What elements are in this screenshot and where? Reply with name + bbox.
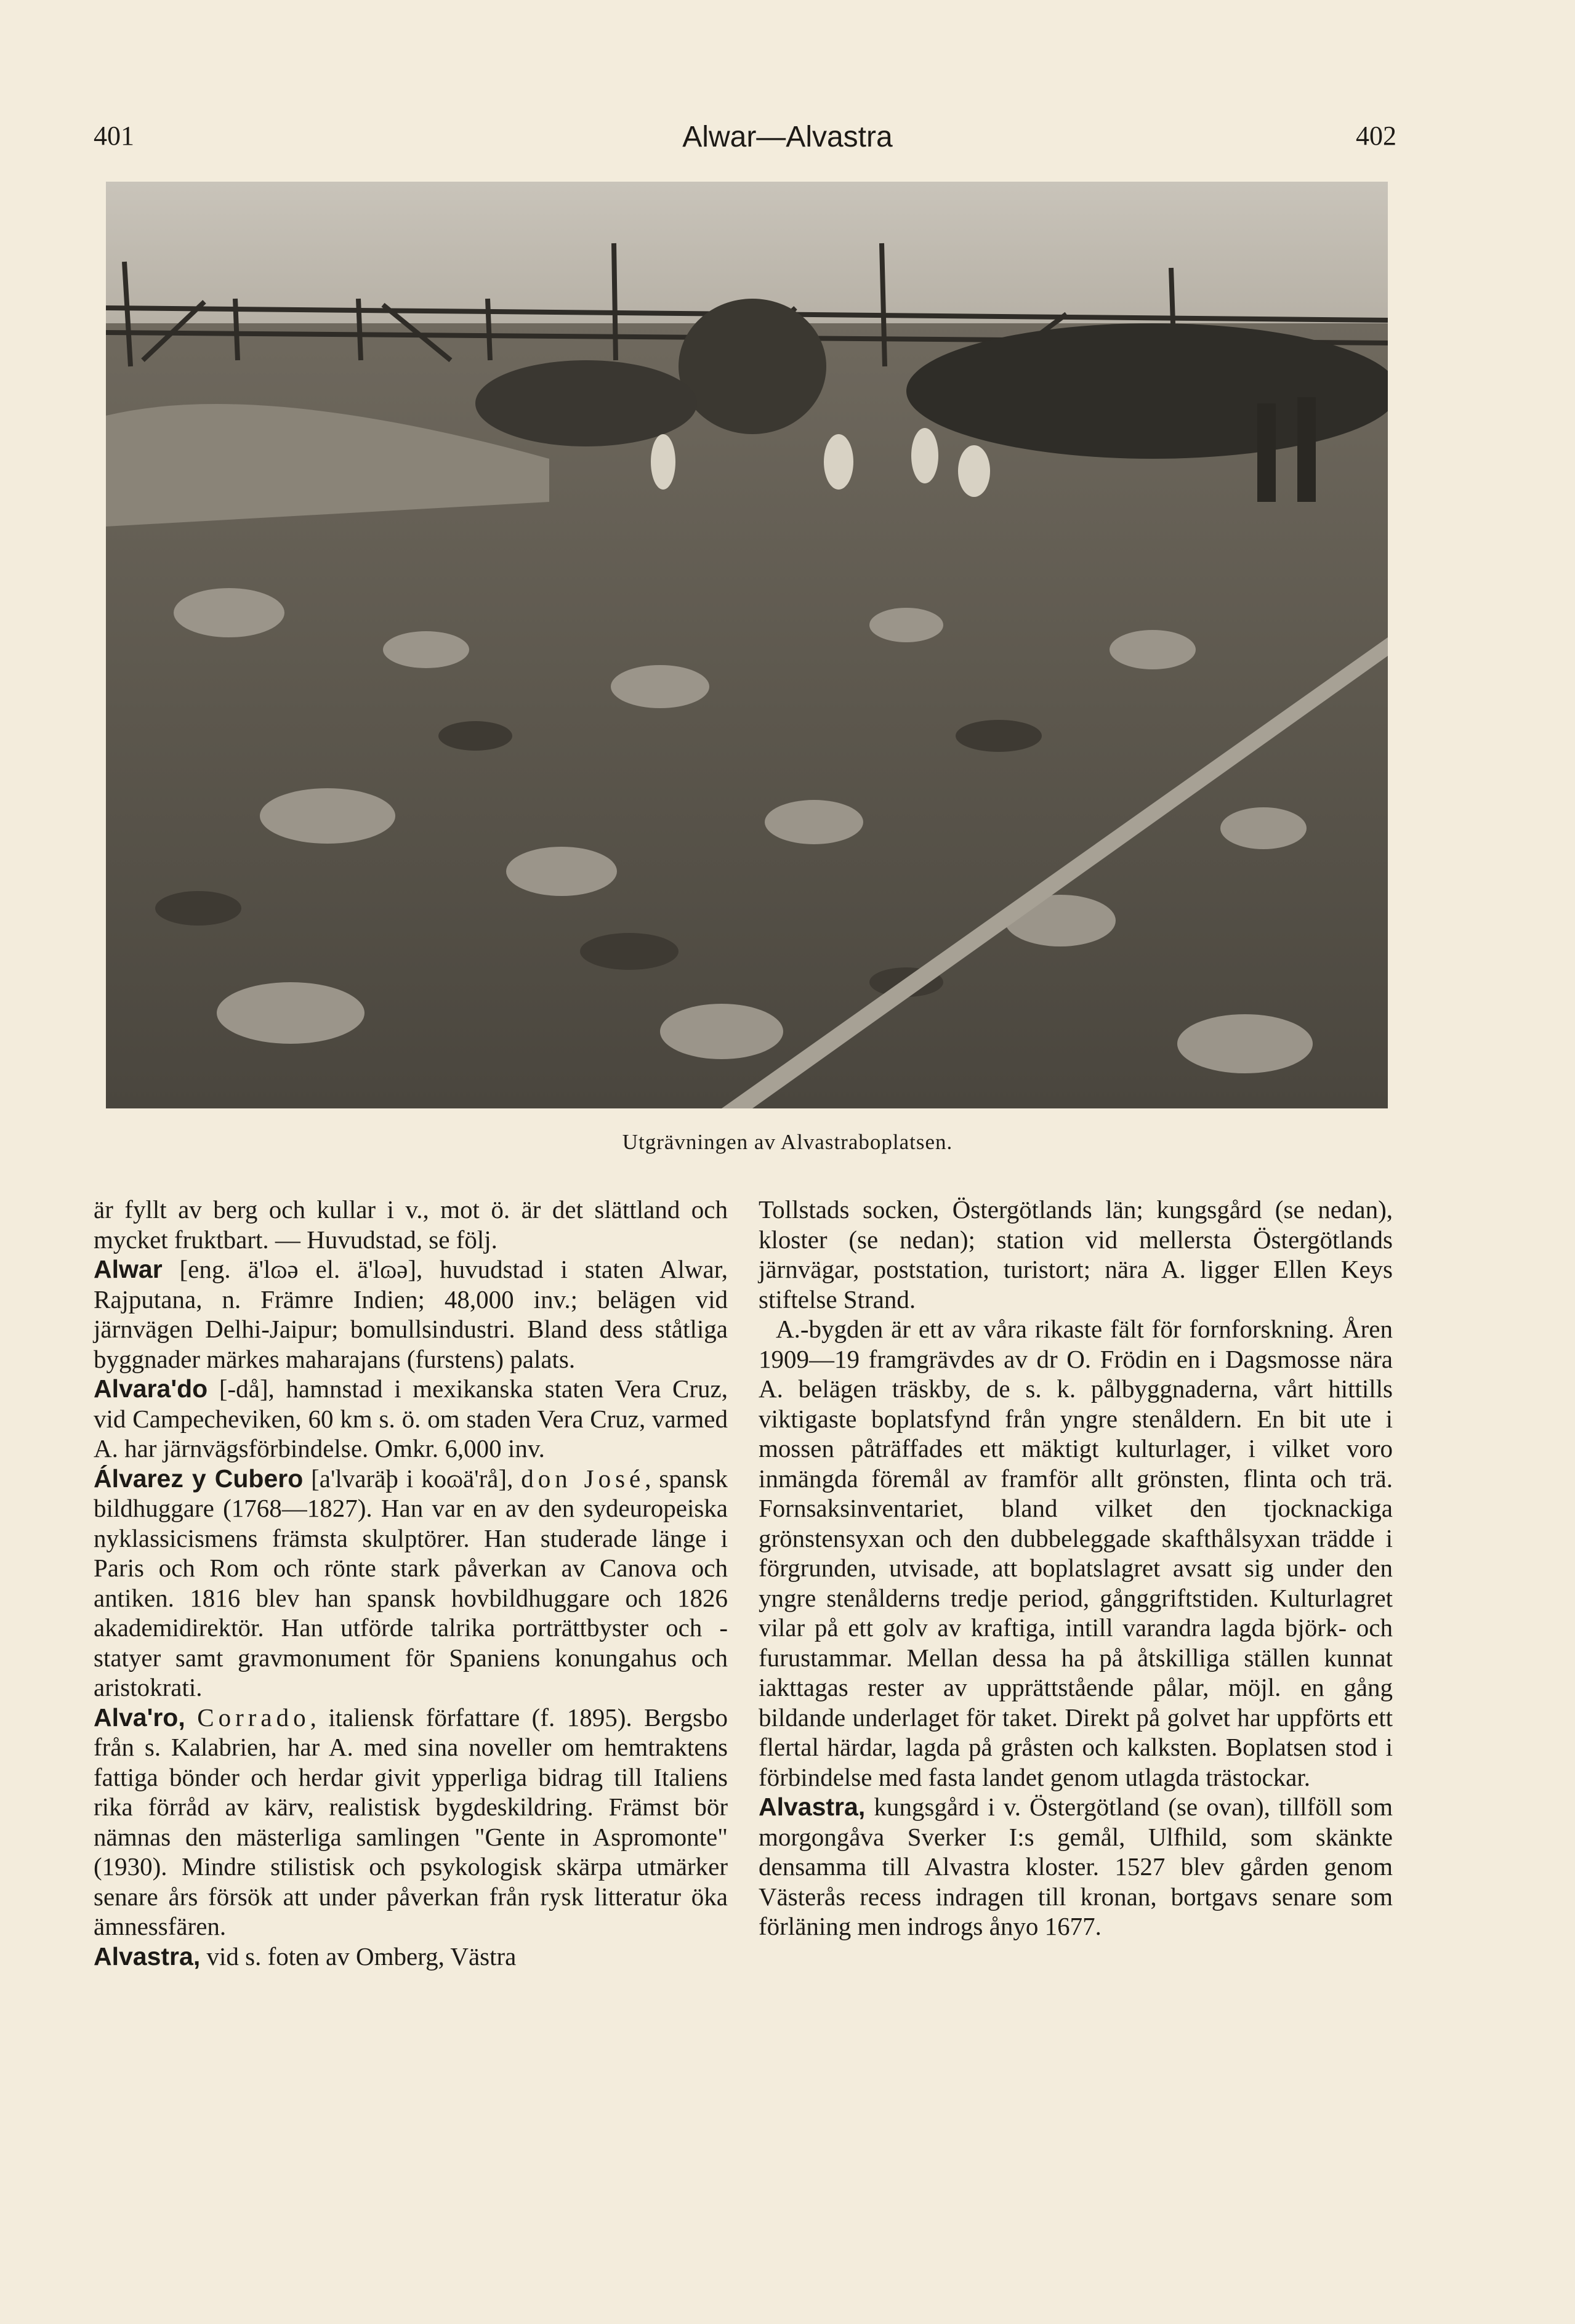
- alvastra-paragraph-2: A.-bygden är ett av våra rikaste fält för fornforskning. Åren 1909—19 framgrävdes av dr O. Frödin en i Dagsmosse nära A. belägen träskby, de s. k. pålbyggnaderna, vårt hittills viktigaste boplatsfynd från yngre stenåldern. En bit ute i mossen påträffades ett mäktigt kulturlager, i vilket voro inmängda föremål av framför allt grönsten, flinta och trä. Fornsaksinventariet, bland vilket den tjocknackiga grönstensyxan och den dubbeleggade skafthålsyxan trädde i förgrunden, utvisade, att boplatslagret avsatt sig under den yngre stenålderns tredje period, gånggriftstiden. Kulturlagret vilar på ett golv av kraftiga, intill varandra lagda björk- och furustammar. Mellan dessa ha på åtskilliga ställen kunnat iakttagas rester av upprättstående pålar, möjl. en gång bildande underlaget för taket. Direkt på golvet har uppförts ett flertal härdar, lagda på gråsten och kalksten. Boplatsen stod i förbindelse med fasta landet genom utlagda trästockar.: [759, 1315, 1393, 1791]
- photo-caption: Utgrävningen av Alvastraboplatsen.: [622, 1130, 953, 1154]
- running-title: Alwar—Alvastra: [682, 121, 893, 153]
- entry-text-alvastra-kungsgard: kungsgård i v. Östergötland (se ovan), tillföll som morgongåva Sverker I:s gemål, Ulfhild, som skänkte densamma till Alvastra kloster. 1527 blev gården genom Västerås recess indragen till kronan, bortgavs senare som förläning men indrogs ånyo 1677.: [759, 1793, 1393, 1940]
- excavation-photo-drawing: [106, 182, 1388, 1108]
- alvastra-paragraph-1: Tollstads socken, Östergötlands län; kungsgård (se nedan), kloster (se nedan); station vid mellersta Östergötlands järnvägar, poststation, turistort; nära A. ligger Ellen Keys stiftelse Strand.: [759, 1195, 1393, 1313]
- left-column: [94, 1195, 728, 1971]
- continuation-paragraph: är fyllt av berg och kullar i v., mot ö. är det slättland och mycket fruktbart. — Huvudstad, se följ.: [94, 1195, 728, 1254]
- entry-alvastra: [94, 1942, 728, 1972]
- right-column: [759, 1195, 1393, 1942]
- entry-alvastra-kungsgard: [759, 1792, 1393, 1942]
- page-number-right: 402: [1356, 121, 1396, 151]
- entry-text-alvarez: , spansk bildhuggare (1768—1827). Han var en av den sydeuropeiska nyklassicismens främsta skulptörer. Han studerade länge i Paris och Rom och rönte stark påverkan av Canova och antiken. 1816 blev han spansk hovbildhuggare och 1826 akademidirektör. Han utförde talrika porträttbyster och -statyer samt gravmonument för Spaniens konungahus och aristokrati.: [94, 1464, 728, 1701]
- entry-term-alvaro: Alva'ro,: [94, 1703, 185, 1732]
- entry-alvarez: [94, 1464, 728, 1703]
- entry-name-alvaro: Corrado: [197, 1703, 310, 1732]
- entry-name-alvarez: don José: [521, 1464, 645, 1493]
- entry-term-alwar: Alwar: [94, 1255, 163, 1283]
- entry-text-alvastra: vid s. foten av Omberg, Västra: [200, 1942, 517, 1971]
- entry-term-alvarado: Alvara'do: [94, 1374, 208, 1403]
- entry-term-alvarez: Álvarez y Cubero: [94, 1464, 304, 1493]
- entry-alvaro: [94, 1703, 728, 1942]
- excavation-photo: [106, 182, 1388, 1108]
- entry-text-alvarez-pron: [a'lvaräþ i koɷä'rå],: [303, 1464, 522, 1493]
- entry-text-alvaro: , italiensk författare (f. 1895). Bergsbo från s. Kalabrien, har A. med sina noveller om hemtraktens fattiga bönder och herdar givit ypperliga bidrag till Italiens rika förråd av kärv, realistisk bygdeskildring. Främst bör nämnas den mästerliga samlingen "Gente in Aspromonte" (1930). Mindre stilistisk och psykologisk skärpa utmärker senare års försök att under påverkan från rysk litteratur öka ämnessfären.: [94, 1703, 728, 1940]
- entry-text-alwar: [eng. ä'lɷə el. ä'lɷə], huvudstad i staten Alwar, Rajputana, n. Främre Indien; 48,000 inv.; belägen vid järnvägen Delhi-Jaipur; bomullsindustri. Bland dess ståtliga byggnader märkes maharajans (furstens) palats.: [94, 1255, 728, 1373]
- entry-text-alvarado: [-då], hamnstad i mexikanska staten Vera Cruz, vid Campecheviken, 60 km s. ö. om staden Vera Cruz, varmed A. har järnvägsförbindelse. Omkr. 6,000 inv.: [94, 1374, 728, 1463]
- entry-term-alvastra-kungsgard: Alvastra,: [759, 1793, 866, 1821]
- entry-alvarado: [94, 1374, 728, 1464]
- entry-alwar: [94, 1254, 728, 1374]
- page-number-left: 401: [94, 121, 134, 151]
- page-header: [0, 120, 1575, 163]
- entry-term-alvastra: Alvastra,: [94, 1942, 201, 1971]
